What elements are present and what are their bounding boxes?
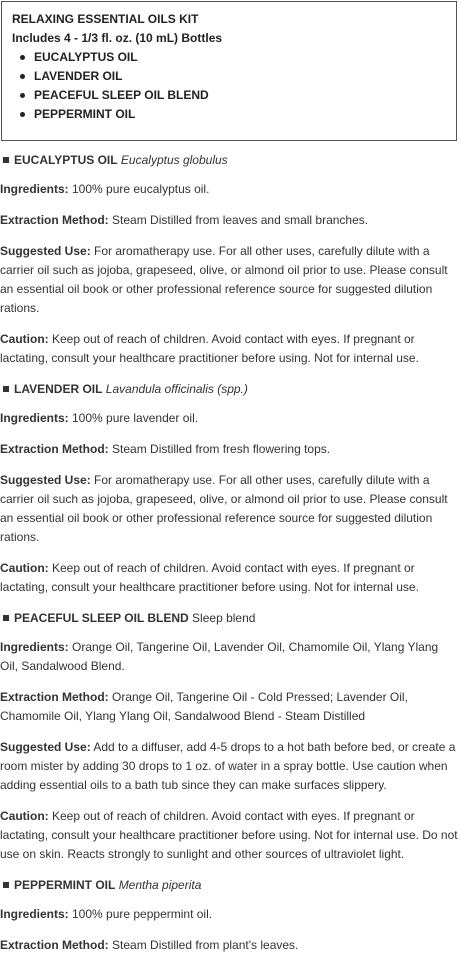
bullet-icon <box>20 112 25 117</box>
extraction-method-field: Extraction Method: Orange Oil, Tangerine Oil - Cold Pressed; Lavender Oil, Chamomile Oil, Ylang Ylang Oil, Sandalwood Blend - Steam Distilled <box>0 690 408 723</box>
caution-field: Caution: Keep out of reach of children. Avoid contact with eyes. If pregnant or lactating, consult your healthcare practitioner before using. Not for internal use. <box>0 332 419 365</box>
kit-subtitle: Includes 4 - 1/3 fl. oz. (10 mL) Bottles <box>12 31 223 45</box>
bullet-icon <box>20 93 25 98</box>
kit-item: PEACEFUL SLEEP OIL BLEND <box>34 86 456 105</box>
ingredients-field: Ingredients: 100% pure lavender oil. <box>0 411 199 425</box>
caution-field: Caution: Keep out of reach of children. Avoid contact with eyes. If pregnant or lactating, consult your healthcare practitioner before using. Not for internal use. <box>0 561 419 594</box>
caution-field: Caution: Keep out of reach of children. Avoid contact with eyes. If pregnant or lactating, consult your healthcare practitioner before using. Not for internal use. Do not use on skin. Reacts strongly to sunlight and other sources of ultraviolet light. <box>0 809 458 861</box>
square-bullet-icon <box>3 615 9 621</box>
suggested-use-field: Suggested Use: For aromatherapy use. For all other uses, carefully dilute with a carrier oil such as jojoba, grapeseed, olive, or almond oil prior to use. Please consult an essential oil book or other professional reference source for suggested dilution rations. <box>0 244 448 315</box>
square-bullet-icon <box>3 386 9 392</box>
section-heading-eucalyptus: EUCALYPTUS OIL Eucalyptus globulus <box>0 151 458 170</box>
product-details <box>0 151 458 967</box>
kit-title: RELAXING ESSENTIAL OILS KIT <box>12 12 199 26</box>
bullet-icon <box>20 55 25 60</box>
bullet-icon <box>20 74 25 79</box>
kit-summary-box <box>1 1 457 141</box>
ingredients-field: Ingredients: 100% pure eucalyptus oil. <box>0 182 210 196</box>
suggested-use-field: Suggested Use: For aromatherapy use. For all other uses, carefully dilute with a carrier oil such as jojoba, grapeseed, olive, or almond oil prior to use. Please consult an essential oil book or other professional reference source for suggested dilution rations. <box>0 473 448 544</box>
extraction-method-field: Extraction Method: Steam Distilled from leaves and small branches. <box>0 213 369 227</box>
extraction-method-field: Extraction Method: Steam Distilled from fresh flowering tops. <box>0 442 331 456</box>
section-heading-lavender: LAVENDER OIL Lavandula officinalis (spp.) <box>0 380 458 399</box>
kit-items-list <box>12 48 456 124</box>
kit-item: PEPPERMINT OIL <box>34 105 456 124</box>
ingredients-field: Ingredients: 100% pure peppermint oil. <box>0 907 213 921</box>
section-heading-peaceful-sleep: PEACEFUL SLEEP OIL BLEND Sleep blend <box>0 609 458 628</box>
kit-item: EUCALYPTUS OIL <box>34 48 456 67</box>
kit-item: LAVENDER OIL <box>34 67 456 86</box>
ingredients-field: Ingredients: Orange Oil, Tangerine Oil, Lavender Oil, Chamomile Oil, Ylang Ylang Oil, Sandalwood Blend. <box>0 640 439 673</box>
square-bullet-icon <box>3 882 9 888</box>
square-bullet-icon <box>3 157 9 163</box>
section-heading-peppermint: PEPPERMINT OIL Mentha piperita <box>0 876 458 895</box>
extraction-method-field: Extraction Method: Steam Distilled from plant's leaves. <box>0 938 299 952</box>
suggested-use-field: Suggested Use: Add to a diffuser, add 4-5 drops to a hot bath before bed, or create a room mister by adding 30 drops to 1 oz. of water in a spray bottle. Use caution when adding essential oils to a bath tub since they can make surfaces slippery. <box>0 740 456 792</box>
